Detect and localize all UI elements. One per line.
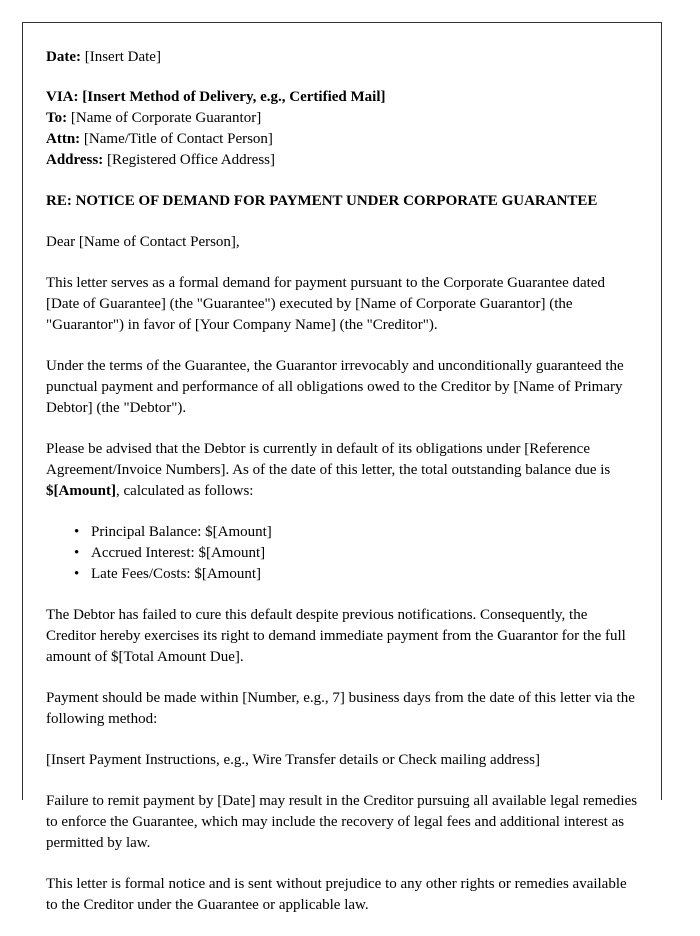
list-item: • Late Fees/Costs: $[Amount] bbox=[46, 564, 640, 585]
subject-line: RE: NOTICE OF DEMAND FOR PAYMENT UNDER CORPORATE GUARANTEE bbox=[46, 193, 598, 209]
date-value: [Insert Date] bbox=[84, 49, 161, 65]
default-notice-text-2: , calculated as follows: bbox=[116, 483, 254, 499]
paragraph-payment-terms: Payment should be made within [Number, e.g., 7] business days from the date of this letter via the following method: bbox=[46, 690, 635, 727]
paragraph-consequences: Failure to remit payment by [Date] may result in the Creditor pursuing all available legal remedies to enforce the Guarantee, which may include the recovery of legal fees and additional interest as permitted by law. bbox=[46, 793, 638, 851]
list-item: • Accrued Interest: $[Amount] bbox=[46, 543, 640, 564]
via-line: VIA: [Insert Method of Delivery, e.g., Certified Mail] bbox=[46, 89, 386, 105]
date-block bbox=[46, 47, 640, 68]
recipient-block bbox=[46, 87, 640, 171]
paragraph-demand: The Debtor has failed to cure this default despite previous notifications. Consequently, the Creditor hereby exercises its right to demand immediate payment from the Guarantor for the full amount of $[Total Amount Due]. bbox=[46, 607, 626, 665]
address-label: Address: bbox=[46, 152, 104, 168]
address-value: [Registered Office Address] bbox=[106, 152, 275, 168]
paragraph-payment-instructions: [Insert Payment Instructions, e.g., Wire Transfer details or Check mailing address] bbox=[46, 752, 541, 768]
attn-value: [Name/Title of Contact Person] bbox=[83, 131, 273, 147]
date-line bbox=[46, 47, 640, 68]
paragraph-intro: This letter serves as a formal demand for payment pursuant to the Corporate Guarantee dated [Date of Guarantee] (the "Guarantee") executed by [Name of Corporate Guarantor] (the "Guarantor") in favor of [Your Company Name] (the "Creditor"). bbox=[46, 275, 605, 333]
document-page bbox=[22, 22, 662, 913]
date-label: Date: bbox=[46, 49, 81, 65]
to-label: To: bbox=[46, 110, 68, 126]
list-item: • Principal Balance: $[Amount] bbox=[46, 522, 640, 543]
outstanding-balance-amount: $[Amount] bbox=[46, 483, 116, 499]
balance-breakdown-list bbox=[46, 522, 640, 585]
default-notice-text-1: Please be advised that the Debtor is currently in default of its obligations under [Reference Agreement/Invoice Numbers]. As of the date of this letter, the total outstanding balance due is bbox=[46, 441, 611, 478]
address-line bbox=[46, 150, 640, 171]
to-value: [Name of Corporate Guarantor] bbox=[70, 110, 262, 126]
paragraph-terms: Under the terms of the Guarantee, the Guarantor irrevocably and unconditionally guaranteed the punctual payment and performance of all obligations owed to the Creditor by [Name of Primary Debtor] (the "Debtor"). bbox=[46, 358, 624, 416]
paragraph-without-prejudice: This letter is formal notice and is sent without prejudice to any other rights or remedies available to the Creditor under the Guarantee or applicable law. bbox=[46, 876, 627, 913]
to-line bbox=[46, 108, 640, 129]
salutation: Dear [Name of Contact Person], bbox=[46, 234, 240, 250]
paragraph-default-notice bbox=[46, 439, 640, 502]
document-body bbox=[46, 23, 640, 936]
attn-label: Attn: bbox=[46, 131, 81, 147]
attn-line bbox=[46, 129, 640, 150]
